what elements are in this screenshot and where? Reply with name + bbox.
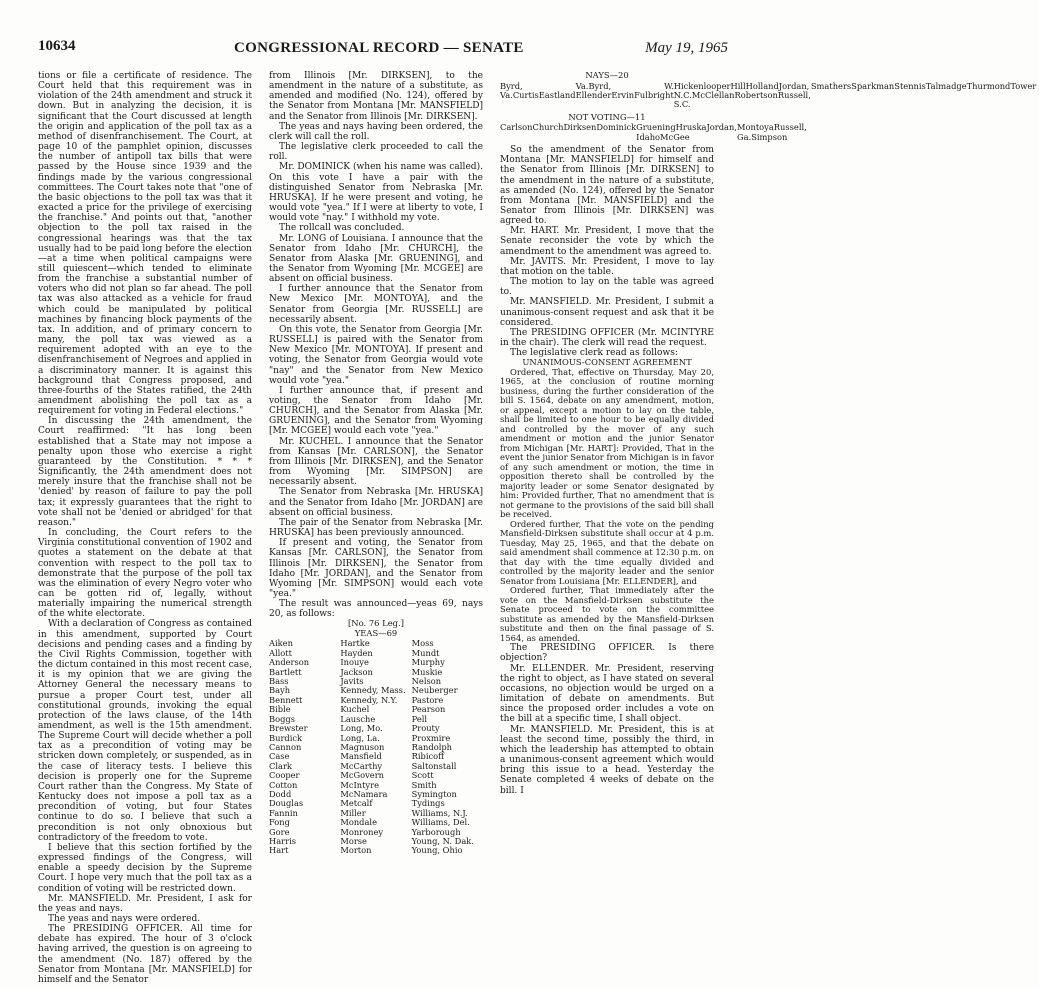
senator-name: Metcalf <box>340 798 373 809</box>
paragraph: I further announce that the Senator from New Mexico [Mr. MONTOYA], and the Senator from Georgia [Mr. RUSSELL] are necessarily absent. <box>269 284 483 325</box>
senator-name: Tydings <box>411 798 445 809</box>
senator-name: Ellender <box>575 89 612 100</box>
senator-name: Gore <box>269 826 290 837</box>
senator-name: Murphy <box>411 657 445 668</box>
senator-name: McGee <box>660 131 690 142</box>
senator-name: Miller <box>340 807 366 818</box>
senator-name: Bartlett <box>269 666 302 677</box>
paragraph: On this vote, the Senator from Georgia [Mr. RUSSELL] is paired with the Senator from New Mexico [Mr. MONTOYA]. If present and voting, the Senator from Georgia would vote "nay" and the Senator from New Mexico would vote "yea." <box>269 324 483 386</box>
senator-name: Ervin <box>611 89 635 100</box>
speaker-name: Mr. MANSFIELD. <box>48 893 131 904</box>
senator-name: Nelson <box>411 676 442 687</box>
yeas-list <box>269 639 483 855</box>
publication-date: May 19, 1965 <box>645 40 728 56</box>
senator-name: Simpson <box>751 131 788 142</box>
paragraph: Mr. KUCHEL. I announce that the Senator from Kansas [Mr. CARLSON], the Senator from Illinois [Mr. DIRKSEN], and the Senator from Wyoming [Mr. SIMPSON] are necessarily absent. <box>269 436 483 488</box>
senator-name: Gruening <box>636 122 676 133</box>
senator-name: Aiken <box>269 638 293 649</box>
senator-name: Eastland <box>538 89 576 100</box>
name-column <box>500 123 636 142</box>
paragraph: The Senator from Nebraska [Mr. HRUSKA] and the Senator from Idaho [Mr. JORDAN] are absent on official business. <box>269 487 483 518</box>
senator-name: Holland <box>745 80 779 91</box>
senator-name: Ribicoff <box>411 751 445 762</box>
senator-name: Jordan, Idaho <box>636 122 737 142</box>
senator-name: Muskie <box>411 666 443 677</box>
senator-name: Robertson <box>734 89 778 100</box>
senator-name: Russell, S.C. <box>673 89 811 110</box>
publication-title: CONGRESSIONAL RECORD — SENATE <box>234 40 524 56</box>
senator-name: Boggs <box>269 713 295 724</box>
senator-name: Byrd, W. Va. <box>500 80 674 100</box>
senator-name: Smith <box>411 779 437 790</box>
name-column <box>500 82 674 110</box>
column-2 <box>269 71 483 859</box>
senator-name: Kennedy, N.Y. <box>340 694 398 705</box>
senator-name: McIntyre <box>340 779 379 790</box>
senator-name: Mundt <box>411 647 440 658</box>
senator-name: Bennett <box>269 694 303 705</box>
senator-name: Randolph <box>411 741 452 752</box>
senator-name: Pearson <box>411 704 446 715</box>
speech-text: All time for debate has expired. The hour of 3 o'clock having arrived, the question is on agreeing to the amendment (No. 187) offered by the Senator from Montana [Mr. MANSFIELD] for himself and the Senator <box>38 924 252 985</box>
senator-name: Williams, N.J. <box>411 807 468 818</box>
paragraph: Ordered, That, effective on Thursday, May 20, 1965, at the conclusion of routine morning business, during the further consideration of the bill S. 1564, debate on any amendment, motion, or appeal, except a motion to lay on the table, shall be limited to one hour to be equally divided and controlled by the mover of any such amendment or motion and the junior Senator from Michigan [Mr. HART]: Provided, That in the event the junior Senator from Michigan is in favor of any such amendment or motion, the time in opposition thereto shall be controlled by the majority leader or some Senator designated by him: Provided further, That no amendment that is not germane to the provisions of the said bill shall be received. <box>500 366 714 520</box>
senator-name: Stennis <box>894 80 926 91</box>
senator-name: Bass <box>269 676 289 687</box>
senator-name: Williams, Del. <box>411 817 470 828</box>
senator-name: Hill <box>730 80 746 91</box>
senator-name <box>787 132 790 142</box>
senator-name: Hayden <box>340 647 373 658</box>
name-column <box>636 123 737 142</box>
paragraph: The legislative clerk read as follows: <box>510 348 678 359</box>
senator-name: Morton <box>340 845 372 856</box>
paragraph: Ordered further, That the vote on the pending Mansfield-Dirksen substitute shall occur at 4 p.m. Tuesday, May 25, 1965, and that the debate on said amendment shall commence at 12:30 p.m. on that day with the time equally divided and controlled by the majority leader and the senior Senator from Louisiana [Mr. ELLENDER], and <box>500 518 714 586</box>
senator-name <box>1036 81 1039 91</box>
column-3 <box>500 70 1037 796</box>
paragraph: tions or file a certificate of residence. The Court held that this requirement was in violation of the 24th amendment and struck it down. But in analyzing the decision, it is significant that the Court discussed at length the origin and application of the poll tax as a method of disenfranchisement. The Court, at page 10 of the pamphlet opinion, discusses the number of antipoll tax bills that were passed by the House since 1939 and the findings made by the various congressional committees. The Court takes note that "one of the basic objections to the poll tax was that it exacted a price for the privilege of exercising the franchise." And points out that, "another objection to the poll tax raised in the congressional hearings was that the tax usually had to be paid long before the election—at a time when political campaigns were still quiescent—which tended to eliminate from the franchise a substantial number of voters who did not plan so far ahead. The poll tax was also attacked as a vehicle for fraud which could be manipulated by political machines by financing block payments of the tax. In addition, and of primary concern to many, the poll tax was viewed as a requirement adopted with an eye to the disenfranchisement of Negroes and applied in a discriminatory manner. It is against this background that Congress proposed, and three-fourths of the States ratified, the 24th amendment abolishing the poll tax as a requirement for voting in Federal elections." <box>38 71 252 417</box>
paragraph <box>38 894 252 914</box>
senator-name: Kuchel <box>340 704 370 715</box>
senator-name: Javits <box>340 676 364 687</box>
paragraph: Mr. MANSFIELD. Mr. President, I submit a unanimous-consent request and ask that it be considered. <box>500 297 714 328</box>
senator-name: Prouty <box>411 723 440 734</box>
speech-text: Mr. President, I ask for the yeas and nays. <box>38 893 252 914</box>
senator-name: Proxmire <box>411 732 451 743</box>
senator-name: McClellan <box>691 89 735 100</box>
senator-name: Long, Mo. <box>340 723 383 734</box>
name-column <box>674 82 811 110</box>
speaker-name: The PRESIDING OFFICER. <box>48 924 183 935</box>
senator-name: Harris <box>269 835 297 846</box>
senator-name: McNamara <box>340 788 388 799</box>
paragraph: I believe that this section fortified by the expressed findings of the Congress, will enable a speedy decision by the Supreme Court. I hope very much that the poll tax as a condition of voting will be restricted down. <box>38 842 252 894</box>
senator-name: Jordan, N.C. <box>673 80 810 100</box>
senator-name: Tower <box>1010 80 1037 91</box>
paragraph: Mr. LONG of Louisiana. I announce that the Senator from Idaho [Mr. CHURCH], the Senator from Alaska [Mr. GRUENING], and the Senator from Wyoming [Mr. MCGEE] are absent on official business. <box>269 233 483 285</box>
senator-name: Morse <box>340 835 367 846</box>
paragraph: The rollcall was concluded. <box>279 223 405 234</box>
senator-name: Hickenlooper <box>673 80 731 91</box>
senator-name: Fannin <box>269 807 298 818</box>
page-header <box>38 38 728 64</box>
senator-name: Pastore <box>411 694 444 705</box>
senator-name: Talmadge <box>925 80 967 91</box>
senator-name: Russell, Ga. <box>736 122 807 142</box>
senator-name: Jackson <box>340 666 373 677</box>
yeas-heading: YEAS—69 <box>354 627 398 638</box>
paragraph: Mr. JAVITS. Mr. President, I move to lay that motion on the table. <box>500 256 714 277</box>
senator-name: Inouye <box>340 657 369 668</box>
paragraph: The result was announced—yeas 69, nays 20, as follows: <box>269 599 483 620</box>
senator-name: Symington <box>411 788 457 799</box>
senator-name: Case <box>269 751 290 762</box>
senator-name: Long, La. <box>340 732 380 743</box>
senator-name: Allott <box>269 647 292 658</box>
paragraph: Mr. HART. Mr. President, I move that the Senate reconsider the vote by which the amendment to the amendment was agreed to. <box>500 226 714 257</box>
paragraph: The pair of the Senator from Nebraska [Mr. HRUSKA] has been previously announced. <box>269 517 483 539</box>
senator-name: Dominick <box>596 122 637 133</box>
senator-name: Bayh <box>269 685 291 696</box>
nays-heading: NAYS—20 <box>585 70 629 80</box>
paragraph: Mr. DOMINICK (when his name was called). On this vote I have a pair with the distinguished Senator from Nebraska [Mr. HRUSKA]. If he were present and voting, he would vote "yea." If I were at liberty to vote, I would vote "nay." I withhold my vote. <box>269 162 483 224</box>
paragraph: In discussing the 24th amendment, the Court reaffirmed: "It has long been established that a State may not impose a penalty upon those who exercise a right guaranteed by the Constitution. * * * Significantly, the 24th amendment does not merely insure that the franchise shall not be 'denied' by reason of failure to pay the poll tax; it expressly guarantees that the right to vote shall not be 'denied or abridged' for that reason." <box>38 416 252 528</box>
senator-name: Fong <box>269 817 290 828</box>
paragraph: The PRESIDING OFFICER (Mr. MCINTYRE in the chair). The clerk will read the request. <box>500 327 714 348</box>
senator-name: Douglas <box>269 798 304 809</box>
senator-name: Dodd <box>269 788 292 799</box>
senator-name: Hart <box>269 845 289 856</box>
senator-name: Scott <box>411 770 434 781</box>
senator-name: Neuberger <box>411 685 458 696</box>
senator-name: Hruska <box>675 122 707 133</box>
senator-name: Magnuson <box>340 741 385 752</box>
paragraph: The yeas and nays having been ordered, the clerk will call the roll. <box>269 121 483 142</box>
nays-list <box>500 80 1037 110</box>
paragraph: from Illinois [Mr. DIRKSEN], to the amendment in the nature of a substitute, as amended and modified (No. 124), offered by the Senator from Montana [Mr. MANSFIELD] and the Senator from Illinois [Mr. DIRKSEN]. <box>269 71 483 122</box>
column-1 <box>38 71 252 985</box>
senator-name: McGovern <box>340 770 385 781</box>
page-number: 10634 <box>38 38 76 54</box>
senator-name: Hartke <box>340 638 370 649</box>
senator-name: Pell <box>411 713 428 724</box>
paragraph: I further announce that, if present and voting, the Senator from Idaho [Mr. CHURCH], and the Senator from Alaska [Mr. GRUENING], and the Senator from Wyoming [Mr. MCGEE] would each vote "yea." <box>269 385 483 437</box>
rollcall-number: [No. 76 Leg.] <box>348 618 404 629</box>
senator-name: Carlson <box>500 122 533 133</box>
senator-name: Curtis <box>512 89 539 100</box>
paragraph: The PRESIDING OFFICER. Is there objection? <box>500 643 714 664</box>
senator-name: Mondale <box>340 817 377 828</box>
paragraph: So the amendment of the Senator from Montana [Mr. MANSFIELD] for himself and the Senator from Illinois [Mr. DIRKSEN] to the amendment in the nature of a substitute, as amended (No. 124), offered by the Senator from Montana [Mr. MANSFIELD] and the Senator from Illinois [Mr. DIRKSEN] was agreed to. <box>500 145 714 227</box>
senator-name: Burdick <box>269 732 303 743</box>
senator-name: Anderson <box>269 657 310 668</box>
paragraph: The motion to lay on the table was agreed to. <box>500 277 714 298</box>
senator-name: Young, N. Dak. <box>411 835 474 846</box>
paragraph: The legislative clerk proceeded to call the roll. <box>269 142 483 163</box>
paragraph: The yeas and nays were ordered. <box>48 913 201 924</box>
senator-name: Mansfield <box>340 751 382 762</box>
paragraph: If present and voting, the Senator from Kansas [Mr. CARLSON], the Senator from Illinois [Mr. DIRKSEN], the Senator from Idaho [Mr. JORDAN], and the Senator from Wyoming [Mr. SIMPSON] would each vote "yea." <box>269 538 483 599</box>
senator-name: Cooper <box>269 770 300 781</box>
senator-name: Kennedy, Mass. <box>340 685 406 696</box>
senator-name: Monroney <box>340 826 384 837</box>
senator-name: Smathers <box>810 80 852 91</box>
senator-name: McCarthy <box>340 760 383 771</box>
name-column <box>269 639 340 855</box>
senator-name: Lausche <box>340 713 376 724</box>
senator-name: Church <box>532 122 564 133</box>
senator-name: Dirksen <box>563 122 597 133</box>
senator-name: Sparkman <box>851 80 895 91</box>
senator-name: Cannon <box>269 741 302 752</box>
paragraph: Mr. MANSFIELD. Mr. President, this is at least the second time, possibly the third, in which the leadership has attempted to obtain a unanimous-consent agreement which would bring this issue to a head. Yesterday the Senate completed 4 weeks of debate on the bill. I <box>500 724 714 796</box>
senator-name: Brewster <box>269 723 308 734</box>
paragraph: With a declaration of Congress as contained in this amendment, supported by Court decisions and pending cases and a finding by the Civil Rights Commission, together with the dictum contained in this most recent case, it is my opinion that we are giving the Attorney General the necessary means to pursue a proper Court test, under all constitutional grounds, invoking the equal protection of the laws clause, of the 14th amendment, as well is the 15th amendment. The Supreme Court will decide whether a poll tax as a precondition of voting may be stricken down completely, or suspended, as in the case of literacy tests. I believe this decision is properly one for the Supreme Court rather than the Congress. My State of Kentucky does not impose a poll tax as a precondition of voting, but four States continue to do so. I believe that such a precondition is not only obnoxious but contradictory of the freedom to vote. <box>38 619 252 843</box>
name-column <box>811 82 1039 110</box>
senator-name: Thurmond <box>966 80 1011 91</box>
senator-name: Saltonstall <box>411 760 457 771</box>
not-voting-list <box>500 122 807 142</box>
name-column <box>340 639 411 855</box>
senator-name: Cotton <box>269 779 298 790</box>
paragraph <box>38 924 252 985</box>
senator-name: Clark <box>269 760 292 771</box>
senator-name: Bible <box>269 704 291 715</box>
paragraph: Ordered further, That immediately after the vote on the Mansfield-Dirksen substitute the Senate proceed to vote on the committee substitute as amended by the Mansfield-Dirksen substitute and then on the final passage of S. 1564, as amended. <box>500 585 714 643</box>
senator-name: Young, Ohio <box>411 845 463 856</box>
senator-name: Yarborough <box>411 826 461 837</box>
paragraph: In concluding, the Court refers to the Virginia constitutional convention of 1902 and quotes a statement on the debate at that convention with respect to the poll tax to demonstrate that the purpose of the poll tax was the elimination of every Negro voter who can be gotten rid of, legally, without materially impairing the numerical strength of the white electorate. <box>38 528 252 620</box>
senator-name: Byrd, Va. <box>500 80 589 91</box>
senator-name: Fulbright <box>634 89 674 100</box>
name-column <box>412 639 483 855</box>
senator-name: Moss <box>411 638 434 649</box>
agreement-heading: UNANIMOUS-CONSENT AGREEMENT <box>522 357 692 368</box>
paragraph: Mr. ELLENDER. Mr. President, reserving the right to object, as I have stated on several occasions, no objection would be urged on a limitation of debate on amendments. But since the proposed order includes a vote on the bill at a specific time, I shall object. <box>500 663 714 725</box>
name-column <box>737 123 807 142</box>
senator-name: Montoya <box>736 122 774 133</box>
not-voting-heading: NOT VOTING—11 <box>568 111 646 122</box>
